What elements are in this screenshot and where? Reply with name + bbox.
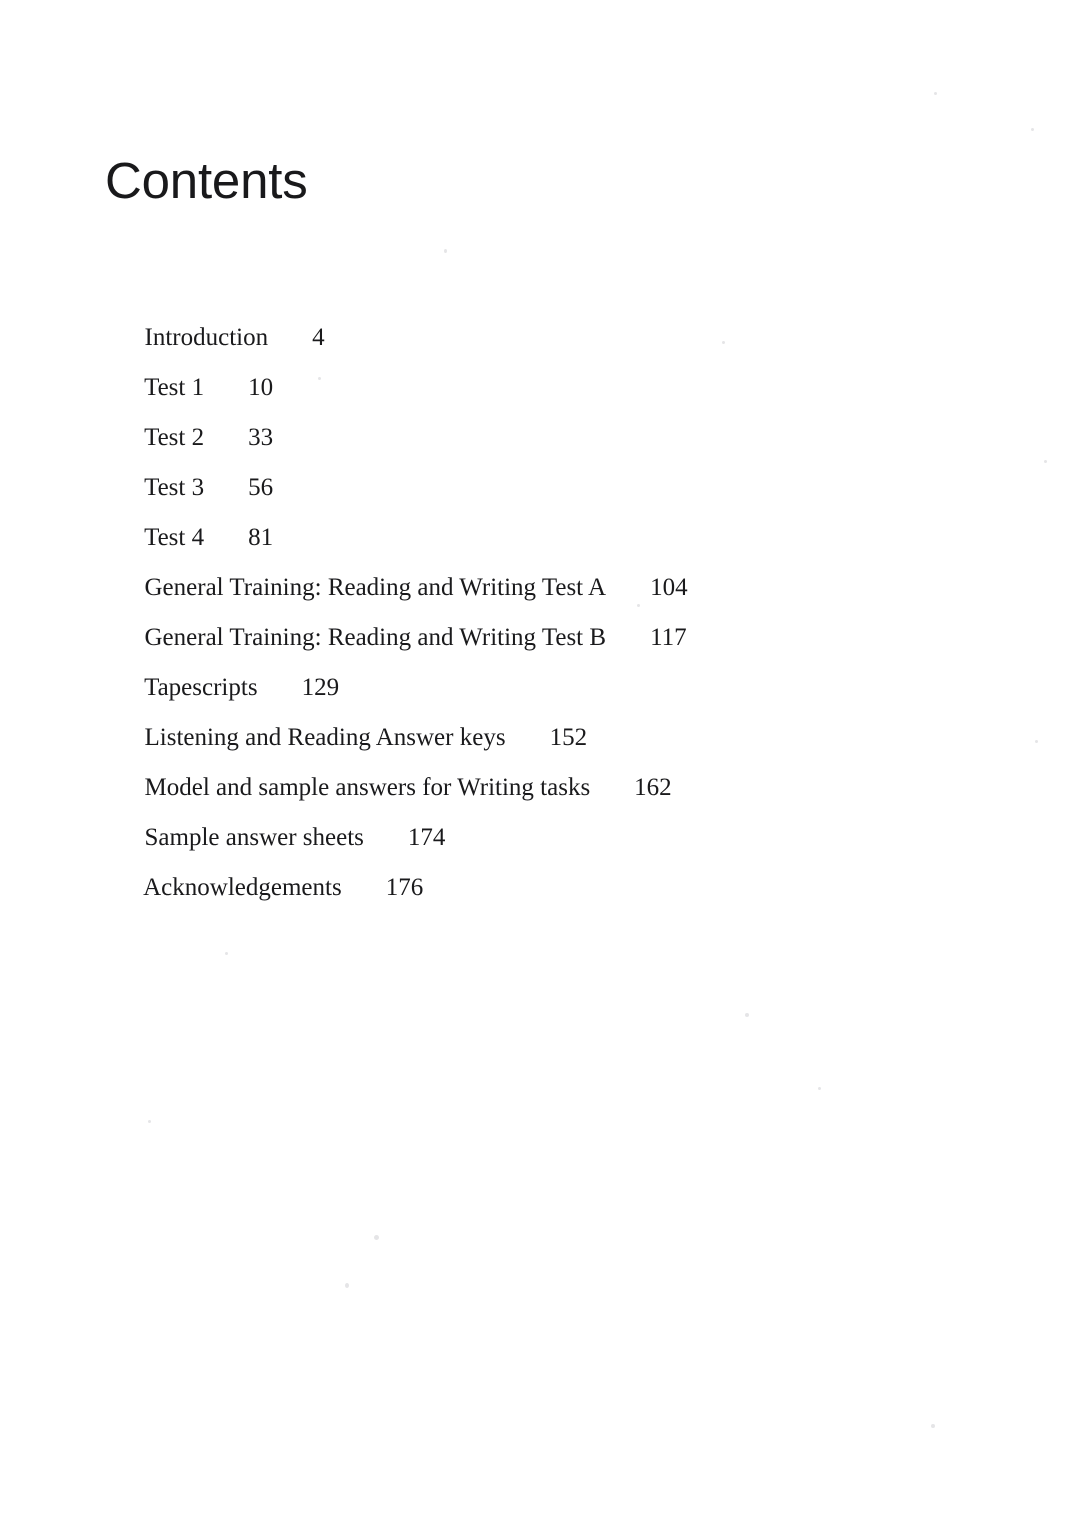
toc-entry-page-number: 162 [634, 774, 672, 801]
toc-entry-label: Model and sample answers for Writing tasks [144, 774, 591, 801]
scan-speckle [1044, 460, 1047, 463]
toc-entry-label: Test 1 [144, 374, 205, 401]
toc-entry-introduction[interactable] [107, 263, 1007, 351]
toc-entry-page-number: 104 [650, 574, 688, 601]
scan-speckle [818, 1087, 821, 1090]
toc-entry-label: Sample answer sheets [144, 824, 364, 851]
scan-speckle [1031, 128, 1034, 131]
toc-entry-label: General Training: Reading and Writing Test B [144, 624, 607, 651]
toc-entry-page-number: 10 [248, 374, 274, 401]
toc-entry-page-number: 117 [650, 624, 687, 651]
toc-entry-page-number: 176 [385, 874, 424, 901]
toc-entry-page-number: 129 [301, 674, 340, 701]
toc-entry-label: Listening and Reading Answer keys [144, 724, 506, 751]
table-of-contents [107, 263, 1007, 901]
toc-entry-label: General Training: Reading and Writing Test A [144, 574, 607, 601]
toc-entry-page-number: 81 [248, 524, 274, 551]
scan-speckle [934, 92, 937, 95]
toc-entry-label: Introduction [144, 324, 269, 351]
toc-entry-label: Tapescripts [144, 674, 258, 701]
scan-speckle [225, 952, 228, 955]
scan-speckle [745, 1013, 749, 1017]
scan-speckle [148, 1120, 151, 1123]
scan-speckle [1035, 740, 1038, 743]
scan-speckle [345, 1283, 349, 1288]
toc-entry-page-number: 174 [407, 824, 446, 851]
toc-entry-label: Test 4 [144, 524, 205, 551]
toc-entry-page-number: 152 [549, 724, 588, 751]
scan-speckle [374, 1235, 379, 1240]
toc-entry-label: Acknowledgements [143, 874, 342, 901]
scan-speckle [931, 1424, 935, 1428]
toc-entry-page-number: 56 [248, 474, 274, 501]
page-title: Contents [105, 152, 308, 209]
toc-entry-label: Test 2 [144, 424, 205, 451]
toc-entry-label: Test 3 [144, 474, 205, 501]
toc-entry-page-number: 33 [248, 424, 274, 451]
scan-speckle [444, 249, 447, 253]
toc-entry-page-number: 4 [312, 324, 325, 351]
